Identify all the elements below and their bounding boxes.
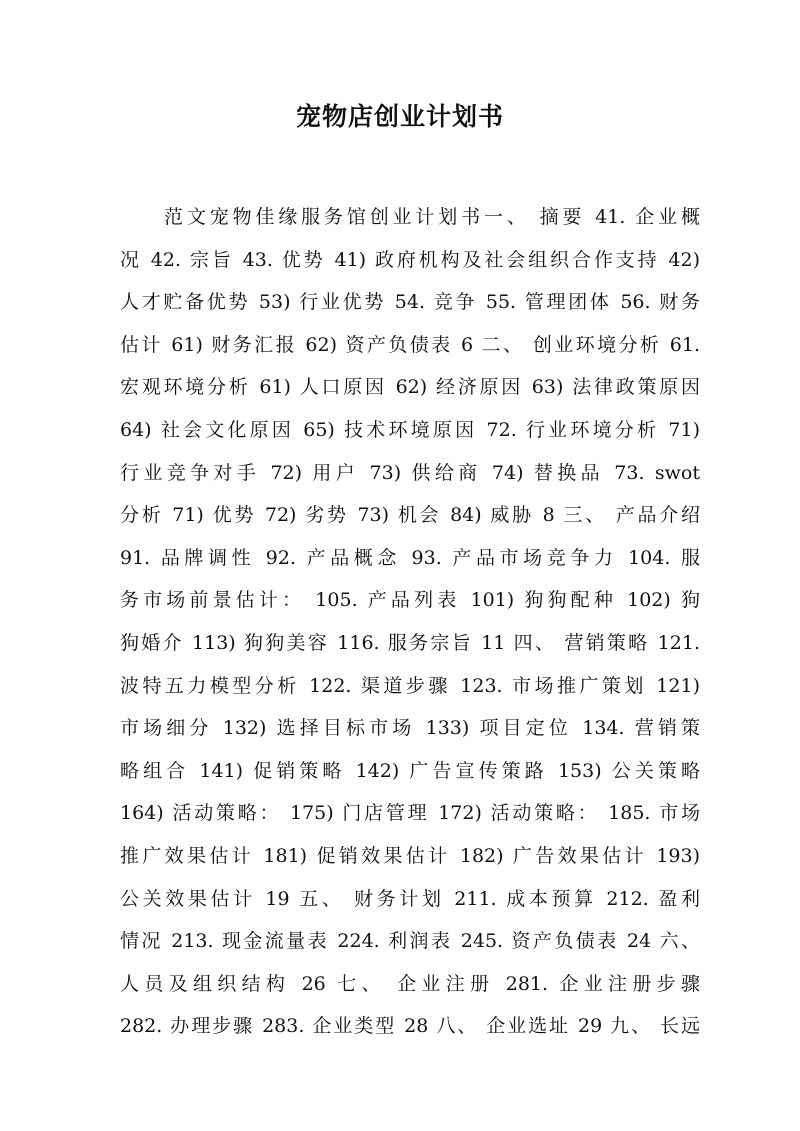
body-line: 分析 71) 优势 72) 劣势 73) 机会 84) 威胁 8 三、 产品介绍 <box>120 504 700 527</box>
body-line: 公关效果估计 19 五、 财务计划 211. 成本预算 212. 盈利 <box>120 887 700 910</box>
body-line: 估计 61) 财务汇报 62) 资产负债表 6 二、 创业环境分析 61. <box>120 333 700 356</box>
body-line: 282. 办理步骤 283. 企业类型 28 八、 企业选址 29 九、 长远 <box>120 1015 700 1038</box>
body-line: 164) 活动策略： 175) 门店管理 172) 活动策略： 185. 市场 <box>120 802 700 825</box>
body-line: 市场细分 132) 选择目标市场 133) 项目定位 134. 营销策 <box>120 717 700 740</box>
body-line: 人才贮备优势 53) 行业优势 54. 竞争 55. 管理团体 56. 财务 <box>120 291 700 314</box>
body-line: 宏观环境分析 61) 人口原因 62) 经济原因 63) 法律政策原因 <box>120 376 700 399</box>
body-line: 务市场前景估计： 105. 产品列表 101) 狗狗配种 102) 狗 <box>120 589 700 612</box>
body-line: 推广效果估计 181) 促销效果估计 182) 广告效果估计 193) <box>120 844 700 867</box>
document-title: 宠物店创业计划书 <box>295 102 504 131</box>
body-line: 人员及组织结构 26 七、 企业注册 281. 企业注册步骤 <box>120 972 700 995</box>
body-line: 情况 213. 现金流量表 224. 利润表 245. 资产负债表 24 六、 <box>120 930 700 953</box>
document-body <box>120 196 700 1048</box>
body-line: 91. 品牌调性 92. 产品概念 93. 产品市场竞争力 104. 服 <box>120 546 700 569</box>
body-line: 行业竞争对手 72) 用户 73) 供给商 74) 替换品 73. swot <box>120 461 700 484</box>
body-line: 波特五力模型分析 122. 渠道步骤 123. 市场推广策划 121) <box>120 674 700 697</box>
body-line: 64) 社会文化原因 65) 技术环境原因 72. 行业环境分析 71) <box>120 418 700 441</box>
body-line: 略组合 141) 促销策略 142) 广告宣传策路 153) 公关策略 <box>120 759 700 782</box>
body-line: 狗婚介 113) 狗狗美容 116. 服务宗旨 11 四、 营销策略 121. <box>120 631 700 654</box>
body-line: 况 42. 宗旨 43. 优势 41) 政府机构及社会组织合作支持 42) <box>120 248 700 271</box>
body-line: 范文宠物佳缘服务馆创业计划书一、 摘要 41. 企业概 <box>164 206 700 228</box>
